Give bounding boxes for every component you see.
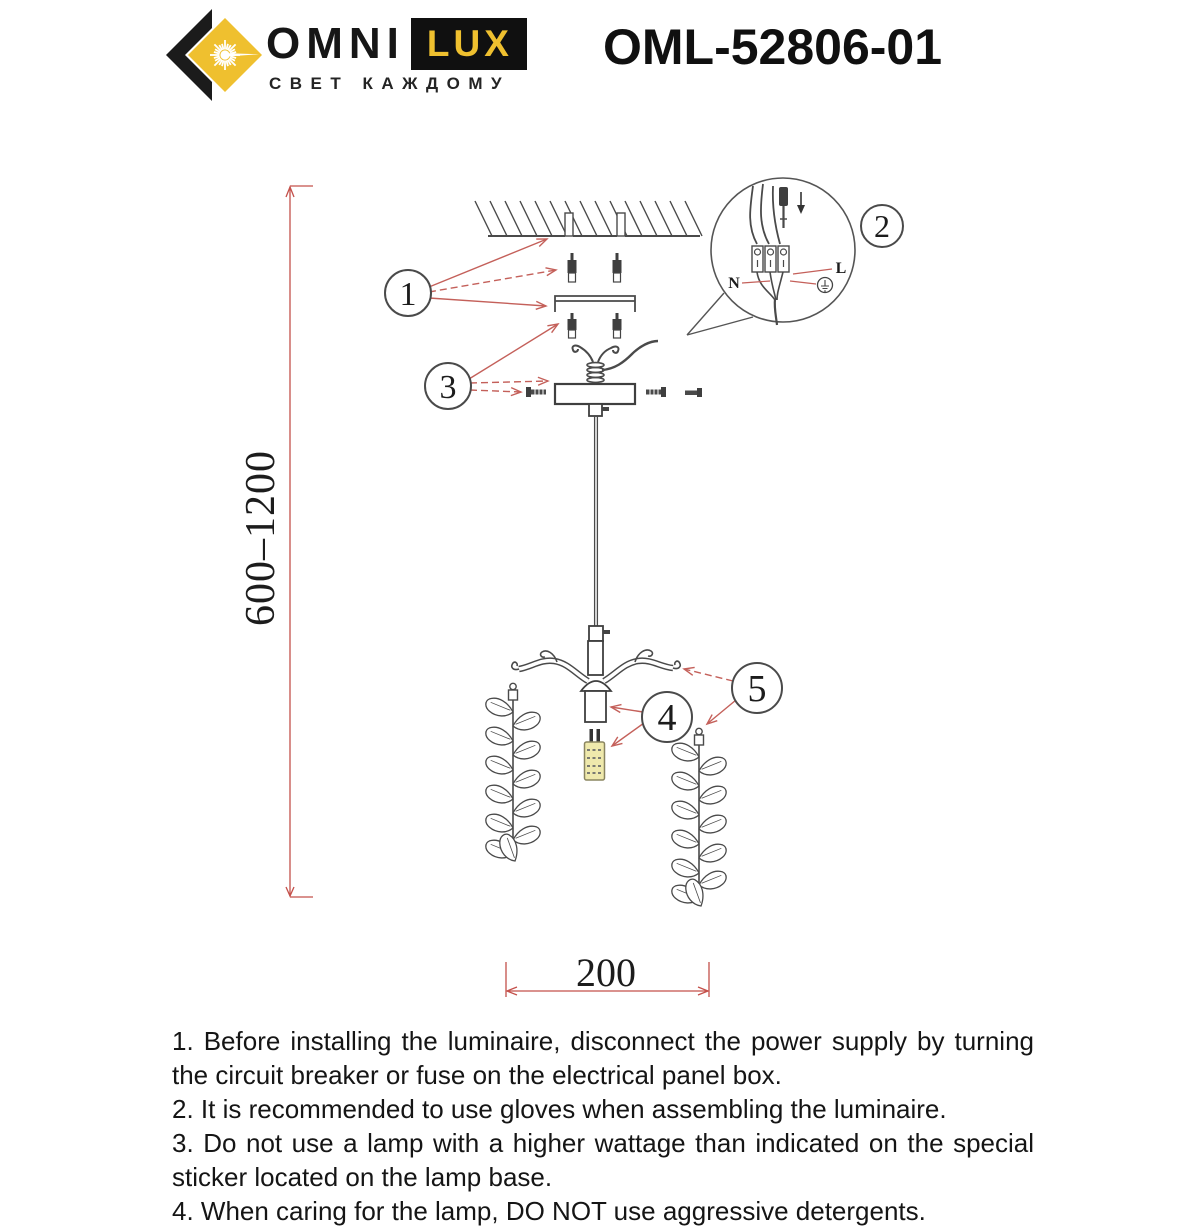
spare-screw (685, 388, 702, 397)
callout-arrows (429, 239, 736, 746)
hanging-wires (572, 341, 658, 382)
terminal-block (752, 246, 789, 272)
g9-bulb (585, 729, 605, 780)
instruction-item-1: 1. Before installing the luminaire, disconnect the power supply by turning the circuit breaker or fuse on the electrical panel box. (172, 1026, 1034, 1090)
drill-hole (565, 213, 573, 236)
branch-tip-right (673, 661, 680, 668)
mounting-bracket (555, 296, 635, 312)
supply-wire (602, 341, 658, 370)
width-dimension-label: 200 (576, 950, 636, 995)
callout-2 (861, 205, 903, 247)
instructions-list (172, 1024, 1034, 1228)
brand-name-text: OMNI (266, 19, 405, 68)
line-label: L (835, 260, 847, 277)
ground-symbol-icon (818, 278, 833, 293)
suspension-rod (588, 404, 610, 675)
callout-5 (732, 663, 782, 713)
callout-3-number: 3 (439, 369, 457, 406)
wiring-detail-balloon (687, 178, 855, 335)
neutral-label: N (728, 275, 740, 292)
branch-tip-left (512, 662, 519, 669)
instruction-item-2: 2. It is recommended to use gloves when assembling the luminaire. (172, 1094, 947, 1124)
callout-5-number: 5 (747, 668, 767, 710)
ceiling-canopy (526, 384, 702, 404)
brand-lux-badge: LUX (411, 18, 527, 70)
canopy-side-screw-left (526, 387, 546, 397)
callout-1 (385, 270, 431, 316)
lamp-socket (581, 681, 611, 722)
leaf-garland-right (670, 728, 729, 909)
bracket-screws (568, 313, 622, 338)
dimension-height (286, 186, 313, 897)
callout-2-number: 2 (874, 208, 890, 244)
canopy-side-screw-right (646, 387, 666, 397)
height-dimension-label: 600–1200 (238, 450, 284, 626)
model-number: OML-52806-01 (603, 19, 943, 75)
leaf-garland-left (484, 683, 543, 864)
callout-4-number: 4 (657, 697, 677, 739)
ceiling-section (475, 201, 702, 236)
callout-4 (642, 692, 692, 742)
callout-3 (425, 363, 471, 409)
brand-tagline: СВЕТ КАЖДОМУ (269, 74, 511, 93)
callout-1-number: 1 (399, 276, 417, 313)
wall-anchors (568, 253, 622, 282)
instruction-item-3: 3. Do not use a lamp with a higher wattage than indicated on the special sticker located on the lamp base. (172, 1128, 1034, 1192)
instruction-item-4: 4. When caring for the lamp, DO NOT use aggressive detergents. (172, 1196, 926, 1226)
drill-hole (617, 213, 625, 236)
